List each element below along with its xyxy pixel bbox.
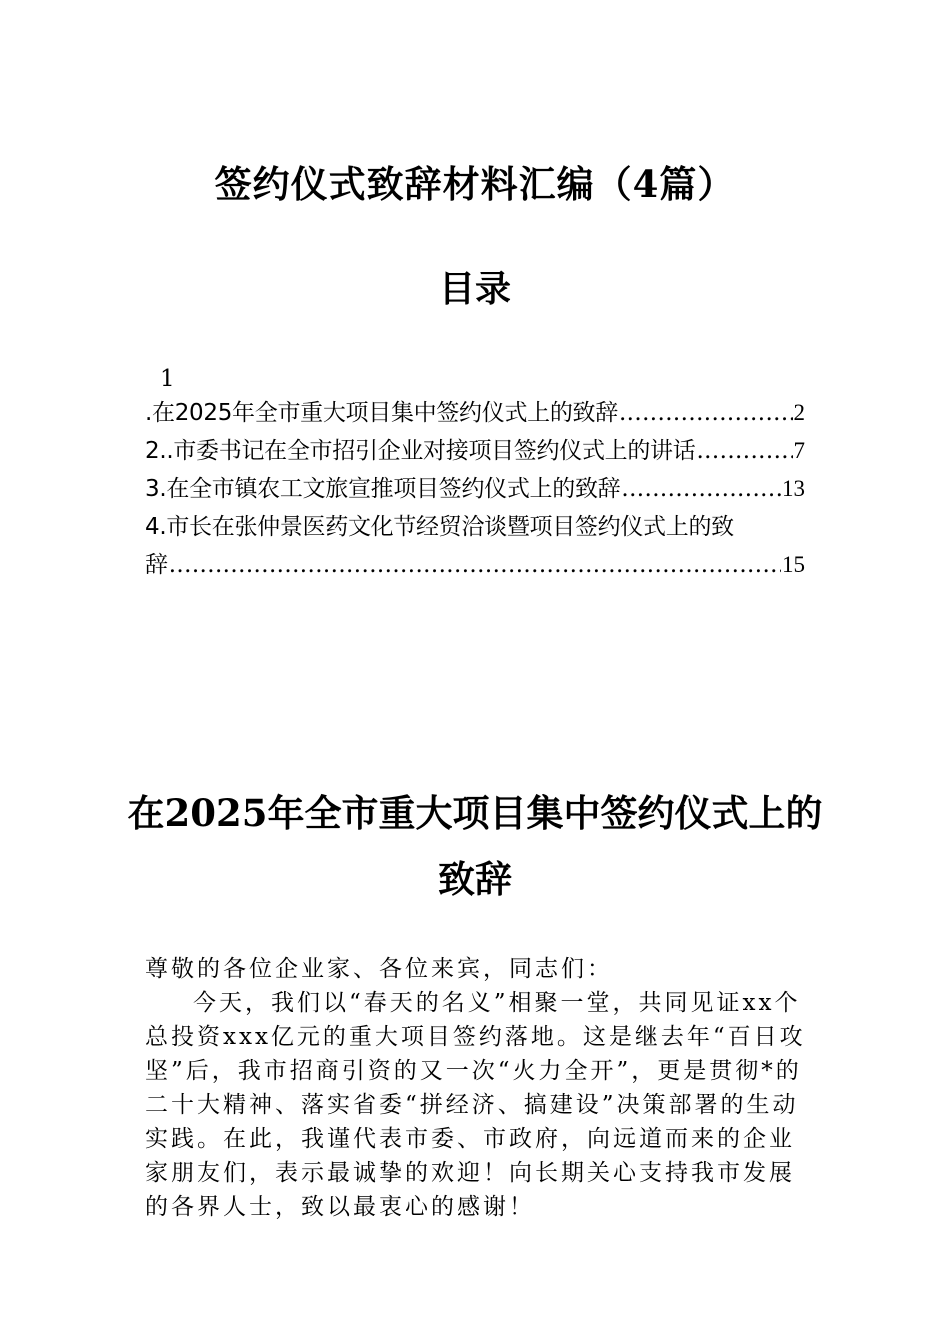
toc-dot-leader <box>619 394 793 432</box>
toc-entry[interactable] <box>145 508 805 546</box>
toc-entry-page: 7 <box>793 438 805 463</box>
table-of-contents <box>145 394 805 584</box>
toc-entry-page: 15 <box>782 552 805 577</box>
toc-entry-page: 2 <box>793 400 805 425</box>
toc-entry-text: 2..市委书记在全市招引企业对接项目签约仪式上的讲话 <box>145 438 696 464</box>
toc-dot-leader <box>621 470 781 508</box>
toc-leading-number: 1 <box>160 366 175 392</box>
toc-entry[interactable] <box>145 470 805 508</box>
toc-entry-text-line1: 4.市长在张仲景医药文化节经贸洽谈暨项目签约仪式上的致 <box>145 514 734 540</box>
toc-entry[interactable] <box>145 394 805 432</box>
toc-entry-continuation[interactable] <box>145 546 805 584</box>
body-paragraph: 今天，我们以“春天的名义”相聚一堂，共同见证xx个总投资xxx亿元的重大项目签约落地。这是继去年“百日攻坚”后，我市招商引资的又一次“火力全开”，更是贯彻*的二十大精神、落实省委“拼经济、搞建设”决策部署的生动实践。在此，我谨代表市委、市政府，向远道而来的企业家朋友们，表示最诚挚的欢迎！向长期关心支持我市发展的各界人士，致以最衷心的感谢！ <box>145 990 806 1220</box>
toc-entry-page: 13 <box>782 476 805 501</box>
toc-dot-leader <box>696 432 792 470</box>
toc-entry[interactable] <box>145 432 805 470</box>
toc-heading: 目录 <box>438 268 511 310</box>
section-body <box>145 952 807 1224</box>
toc-entry-text: .在2025年全市重大项目集中签约仪式上的致辞 <box>145 400 618 426</box>
toc-entry-text-line2: 辞 <box>145 552 168 578</box>
section-title <box>0 780 950 912</box>
document-title: 签约仪式致辞材料汇编（4篇） <box>214 162 736 206</box>
section-title-line1: 在2025年全市重大项目集中签约仪式上的 <box>127 791 823 835</box>
section-title-line2: 致辞 <box>438 857 512 901</box>
toc-entry-text: 3.在全市镇农工文旅宣推项目签约仪式上的致辞 <box>145 476 621 502</box>
salutation: 尊敬的各位企业家、各位来宾，同志们： <box>145 956 613 982</box>
toc-dot-leader <box>169 546 781 584</box>
